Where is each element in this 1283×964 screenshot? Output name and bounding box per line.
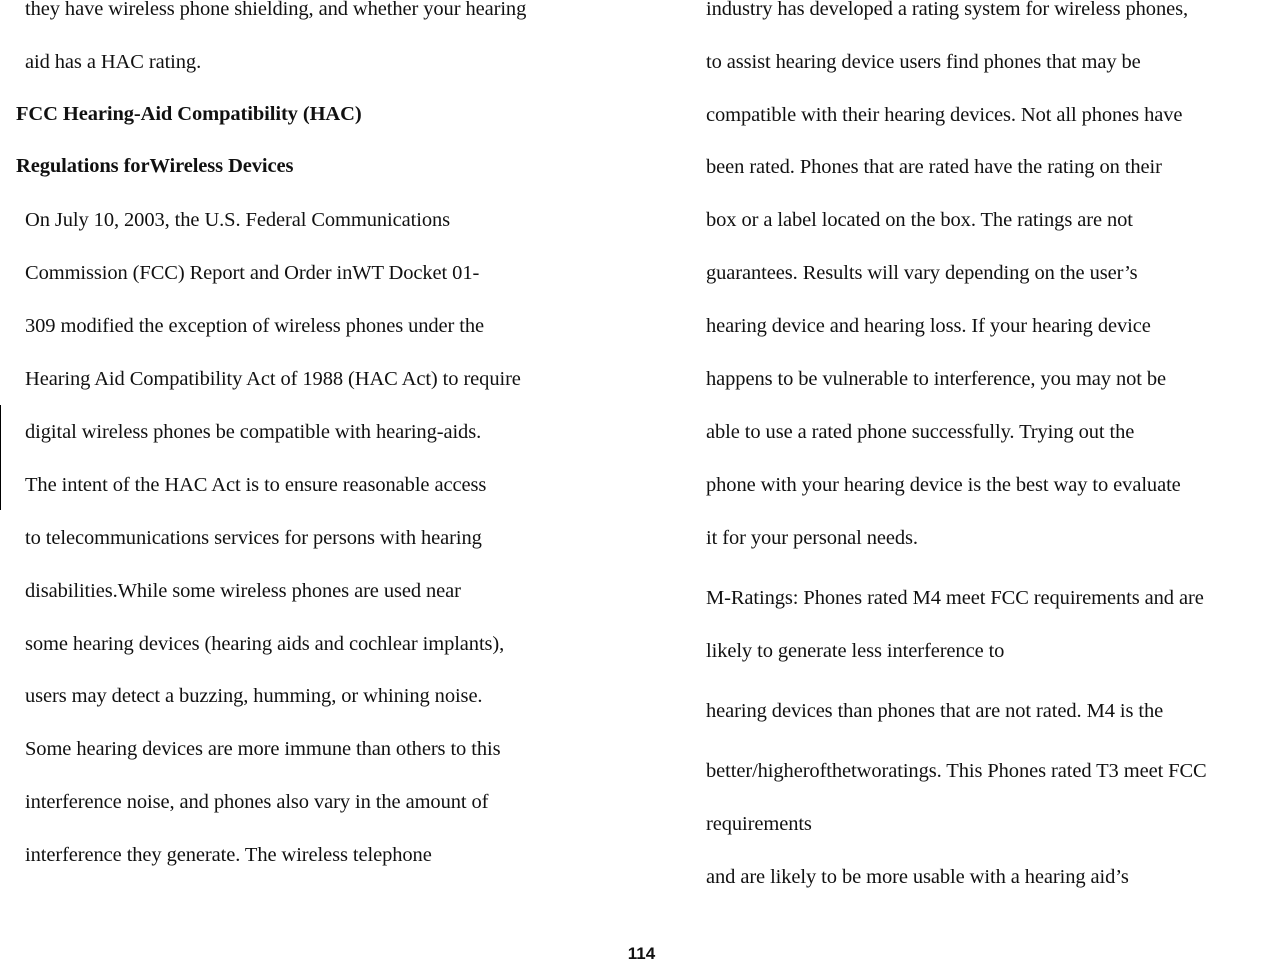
- left-body-line-9: some hearing devices (hearing aids and cochlear implants),: [25, 633, 505, 655]
- ratings-line-4: better/higherofthetworatings. This Phones rated T3 meet FCC: [706, 760, 1207, 782]
- left-body-line-5: digital wireless phones be compatible with hearing-aids.: [25, 421, 482, 443]
- right-line-9: able to use a rated phone successfully. Trying out the: [706, 421, 1135, 443]
- right-line-11: it for your personal needs.: [706, 527, 918, 549]
- right-line-10: phone with your hearing device is the best way to evaluate: [706, 474, 1181, 496]
- right-line-8: happens to be vulnerable to interference, you may not be: [706, 368, 1167, 390]
- left-body-line-10: users may detect a buzzing, humming, or whining noise.: [25, 685, 483, 707]
- ratings-line-1: M-Ratings: Phones rated M4 meet FCC requirements and are: [706, 587, 1204, 609]
- section-heading-line-1: FCC Hearing-Aid Compatibility (HAC): [16, 103, 362, 125]
- right-line-5: box or a label located on the box. The ratings are not: [706, 209, 1133, 231]
- right-line-2: to assist hearing device users find phones that may be: [706, 51, 1141, 73]
- right-line-1: industry has developed a rating system for wireless phones,: [706, 0, 1189, 20]
- left-body-line-8: disabilities.While some wireless phones are used near: [25, 580, 461, 602]
- left-body-line-3: 309 modified the exception of wireless phones under the: [25, 315, 485, 337]
- left-body-line-7: to telecommunications services for persons with hearing: [25, 527, 482, 549]
- left-body-line-4: Hearing Aid Compatibility Act of 1988 (HAC Act) to require: [25, 368, 521, 390]
- section-heading-line-2: Regulations forWireless Devices: [16, 155, 294, 177]
- ratings-line-3: hearing devices than phones that are not rated. M4 is the: [706, 700, 1164, 722]
- ratings-line-5: requirements: [706, 813, 812, 835]
- right-line-7: hearing device and hearing loss. If your hearing device: [706, 315, 1151, 337]
- left-body-line-13: interference they generate. The wireless telephone: [25, 844, 432, 866]
- page-number: 114: [627, 944, 656, 963]
- left-body-line-12: interference noise, and phones also vary in the amount of: [25, 791, 489, 813]
- left-body-line-6: The intent of the HAC Act is to ensure reasonable access: [25, 474, 487, 496]
- left-body-line-11: Some hearing devices are more immune than others to this: [25, 738, 501, 760]
- ratings-line-2: likely to generate less interference to: [706, 640, 1005, 662]
- right-line-6: guarantees. Results will vary depending on the user’s: [706, 262, 1138, 284]
- left-line-2: aid has a HAC rating.: [25, 51, 202, 73]
- ratings-line-6: and are likely to be more usable with a hearing aid’s: [706, 866, 1129, 888]
- left-line-1: they have wireless phone shielding, and whether your hearing: [25, 0, 527, 20]
- right-line-4: been rated. Phones that are rated have the rating on their: [706, 156, 1162, 178]
- change-bar: [0, 405, 1, 510]
- left-body-line-1: On July 10, 2003, the U.S. Federal Communications: [25, 209, 450, 231]
- right-line-3: compatible with their hearing devices. Not all phones have: [706, 104, 1183, 126]
- left-body-line-2: Commission (FCC) Report and Order inWT Docket 01-: [25, 262, 480, 284]
